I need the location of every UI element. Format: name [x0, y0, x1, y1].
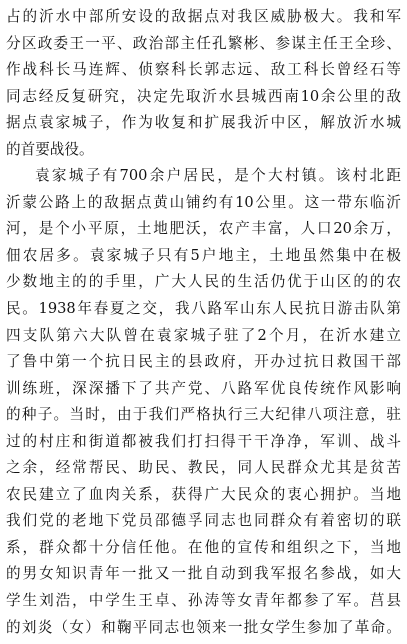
document-page — [6, 4, 401, 640]
text-line: 系，群众都十分信任他。在他的宣传和组织之下，当地 — [6, 538, 401, 556]
text-line: 同志经反复研究，决定先取沂水县城西南10余公里的敌 — [6, 87, 401, 105]
text-line: 的种子。当时，由于我们严格执行三大纪律八项注意，驻 — [6, 406, 401, 424]
text-line: 占的沂水中部所安设的敌据点对我区威胁极大。我和军 — [6, 8, 401, 25]
text-line: 沂蒙公路上的敌据点黄山铺约有10公里。这一带东临沂 — [6, 193, 401, 211]
text-line: 的刘炎（女）和鞠平同志也领来一批女学生参加了革命。 — [6, 618, 401, 636]
text-line: 之余，经常帮民、助民、教民，同人民群众尤其是贫苦 — [6, 459, 401, 477]
text-line: 分区政委王一平、政治部主任孔繁彬、参谋主任王全珍、 — [6, 34, 401, 52]
text-line: 的男女知识青年一批又一批自动到我军报名参战，如大 — [6, 565, 401, 583]
text-line: 训练班，深深播下了共产党、八路军优良传统作风影响 — [6, 379, 401, 397]
text-line: 民。1938年春夏之交，我八路军山东人民抗日游击队第 — [6, 300, 401, 318]
text-line: 的首要战役。 — [6, 140, 94, 158]
text-line: 了鲁中第一个抗日民主的县政府，开办过抗日救国干部 — [6, 353, 401, 371]
text-line: 袁家城子有700余户居民，是个大村镇。该村北距 — [35, 167, 401, 185]
paragraph-1 — [6, 4, 401, 163]
text-line: 过的村庄和街道都被我们打扫得干干净净，军训、战斗 — [6, 432, 401, 450]
text-line: 学生刘浩，中学生王卓、孙涛等女青年都参了军。莒县 — [6, 592, 401, 610]
paragraph-2 — [6, 163, 401, 641]
text-line: 少数地主的的手里，广大人民的生活仍优于山区的的农 — [6, 273, 401, 291]
text-line: 据点袁家城子，作为收复和扩展我沂中区，解放沂水城 — [6, 114, 401, 132]
text-line: 四支队第六大队曾在袁家城子驻了2个月，在沂水建立 — [6, 326, 401, 344]
text-line: 我们党的老地下党员邵德孚同志也同群众有着密切的联 — [6, 512, 401, 530]
text-line: 河，是个小平原，土地肥沃，农产丰富，人口20余万， — [6, 220, 401, 238]
text-line: 农民建立了血肉关系，获得广大民众的衷心拥护。当地 — [6, 485, 401, 503]
text-line: 作战科长马连辉、侦察科长郭志远、敌工科长曾经石等 — [6, 61, 401, 79]
text-line: 佃农居多。袁家城子只有5户地主，土地虽然集中在极 — [6, 246, 401, 264]
